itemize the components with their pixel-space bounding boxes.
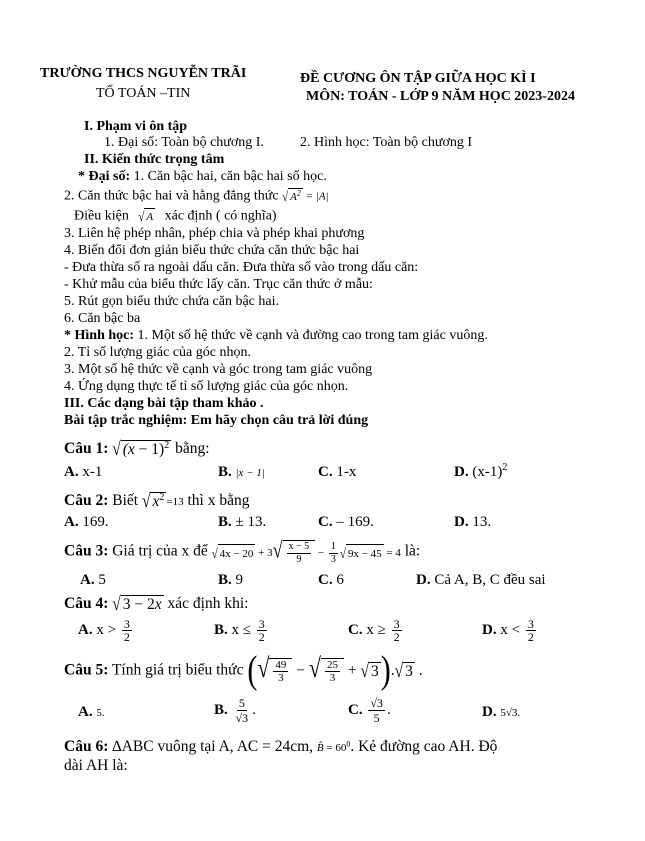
q1-option-b: B. |x − 1|: [218, 464, 265, 480]
knowledge-line-5: 5. Rút gọn biểu thức chứa căn bậc hai.: [64, 294, 279, 309]
question-6-cont: dài AH là:: [64, 757, 128, 774]
q2-option-c: C. – 169.: [318, 514, 374, 530]
q4-option-a: A. x > $\frac{3}{2}$: [78, 617, 130, 644]
question-2-formula: √ $x^2$: [141, 490, 165, 512]
question-4: Câu 4: √ 3 − 2x xác định khi:: [64, 593, 249, 615]
identity-text: 2. Căn thức bậc hai và hằng đẳng thức: [64, 188, 279, 204]
question-2: Câu 2: Biết √ $x^2 =13$ thì x bằng: [64, 490, 250, 512]
knowledge-line-4: 4. Biến đổi đơn giản biểu thức chứa căn thức bậc hai: [64, 243, 360, 258]
knowledge-line-6: 6. Căn bậc ba: [64, 311, 141, 326]
condition-line: [74, 208, 277, 225]
q3-option-a: A. 5: [80, 572, 106, 588]
question-5-formula: (√ $\frac{49}{3}$ − √ $\frac{25}{3}$ + √ 3).√ 3 .: [247, 648, 423, 692]
exercises-subheading: Bài tập trắc nghiệm: Em hãy chọn câu trả lời đúng: [64, 413, 369, 428]
question-6: Câu 6: ∆ABC vuông tại A, AC = 24cm, B̂ = $60^0$. Kẻ đường cao AH. Độ: [64, 738, 498, 755]
q2-option-d: D. 13.: [454, 514, 492, 530]
q3-option-c: C. 6: [318, 572, 344, 588]
geometry-line: [64, 328, 488, 344]
q1-option-d: D. $(x-1)^2$: [454, 462, 508, 480]
school-name: TRƯỜNG THCS NGUYỄN TRÃI: [40, 66, 247, 81]
geometry-line-3: 3. Một số hệ thức về cạnh và góc trong tam giác vuông: [64, 362, 373, 377]
question-2-label: Câu 2:: [64, 492, 109, 510]
q2-option-b: B. ± 13.: [218, 514, 267, 530]
geometry-text: 1. Một số hệ thức về cạnh và đường cao trong tam giác vuông.: [134, 328, 488, 343]
q4-option-c: C. x ≥ $\frac{3}{2}$: [348, 617, 400, 644]
scope-geometry: 2. Hình học: Toàn bộ chương I: [300, 135, 473, 150]
algebra-line: [78, 169, 327, 185]
q4-option-d: D. x < $\frac{3}{2}$: [482, 617, 534, 644]
q4-option-b: B. x ≤ $\frac{3}{2}$: [214, 617, 265, 644]
department-name: TỔ TOÁN –TIN: [96, 86, 191, 101]
question-5-label: Câu 5:: [64, 661, 109, 679]
subject-line: MÔN: TOÁN - LỚP 9 NĂM HỌC 2023-2024: [306, 89, 575, 104]
question-1-text: bằng:: [171, 440, 210, 458]
question-1-formula: √ $(x - 1)^2$: [112, 438, 170, 460]
q1-option-c: C. 1-x: [318, 464, 357, 480]
question-3: Câu 3: Giá trị của x để √ 4x − 20 + 3√ $\frac{x - 5}{9}$ − $\frac{1}{3}$ √ 9x − 45 = 4 là:: [64, 537, 421, 565]
geometry-label: * Hình học:: [64, 328, 135, 343]
question-1: [64, 440, 210, 459]
question-3-formula: √ 4x − 20 + 3√ $\frac{x - 5}{9}$ − $\frac{1}{3}$ √ 9x − 45 = 4: [211, 537, 401, 565]
question-4-label: Câu 4:: [64, 595, 109, 613]
scope-heading: I. Phạm vi ôn tập: [84, 119, 188, 134]
condition-formula: √ A: [138, 209, 154, 225]
q5-option-d: D. 5√3.: [482, 704, 521, 720]
geometry-line-2: 2. Tỉ số lượng giác của góc nhọn.: [64, 345, 251, 360]
q3-option-b: B. 9: [218, 572, 244, 588]
q3-option-d: D. Cả A, B, C đều sai: [416, 572, 546, 588]
geometry-line-4: 4. Ứng dụng thực tế tỉ số lượng giác của góc nhọn.: [64, 379, 349, 394]
knowledge-heading: II. Kiến thức trọng tâm: [84, 152, 225, 167]
question-3-label: Câu 3:: [64, 542, 109, 560]
document-title: ĐỀ CƯƠNG ÔN TẬP GIỮA HỌC KÌ I: [300, 71, 536, 86]
q5-option-a: A. 5.: [78, 704, 105, 720]
identity-formula: √ $A^2$: [282, 188, 301, 205]
question-5: Câu 5: Tính giá trị biểu thức (√ $\frac{49}{3}$ − √ $\frac{25}{3}$ + √ 3).√ 3 .: [64, 648, 423, 692]
q5-option-b: B. $\frac{5}{√3}$ .: [214, 696, 256, 725]
condition-text-2: xác định ( có nghĩa): [164, 208, 277, 224]
scope-algebra: 1. Đại số: Toàn bộ chương I.: [104, 135, 264, 150]
q1-option-a: A. x-1: [64, 464, 103, 480]
question-4-formula: √ 3 − 2x: [112, 593, 162, 615]
knowledge-line-3: 3. Liên hệ phép nhân, phép chia và phép khai phương: [64, 226, 365, 241]
q2-option-a: A. 169.: [64, 514, 109, 530]
q5-option-c: C. $\frac{√3}{5}$ .: [348, 696, 391, 725]
exercises-heading: III. Các dạng bài tập tham khảo .: [64, 396, 264, 411]
question-1-label: Câu 1:: [64, 440, 109, 458]
identity-line: 2. Căn thức bậc hai và hằng đẳng thức √ $A^2 = |A|$: [64, 188, 329, 205]
algebra-text: 1. Căn bậc hai, căn bậc hai số học.: [130, 169, 327, 184]
knowledge-line-4b: - Khử mẫu của biểu thức lấy căn. Trục căn thức ở mẫu:: [64, 277, 373, 292]
condition-text: Điều kiện: [74, 208, 129, 224]
question-6-label: Câu 6:: [64, 738, 109, 755]
knowledge-line-4a: - Đưa thừa số ra ngoài dấu căn. Đưa thừa số vào trong dấu căn:: [64, 260, 419, 275]
algebra-label: * Đại số:: [78, 169, 131, 184]
